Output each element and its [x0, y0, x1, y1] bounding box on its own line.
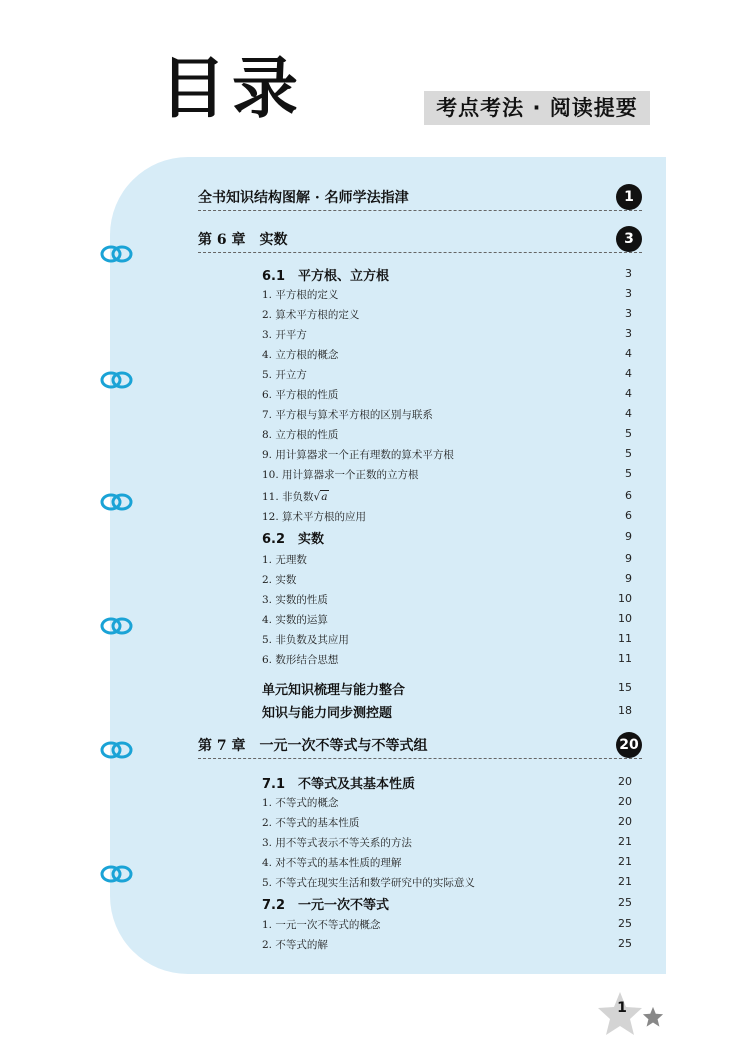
entry-label: 1. 不等式的概念	[262, 797, 339, 809]
entry-label: 6.1 平方根、立方根	[262, 269, 390, 284]
section-page-badge: 20	[616, 732, 642, 758]
entry-page: 3	[625, 287, 632, 300]
entry-title	[262, 552, 307, 567]
toc-entry[interactable]	[262, 465, 632, 485]
entry-label: 5. 开立方	[262, 369, 307, 381]
entry-label: 2. 不等式的解	[262, 939, 328, 951]
entry-title	[262, 327, 307, 342]
entry-title	[262, 835, 412, 850]
entry-title	[262, 652, 338, 667]
sqrt-radicand: a	[321, 491, 328, 503]
toc-entry[interactable]	[262, 507, 632, 527]
entry-label: 7.1 不等式及其基本性质	[262, 777, 416, 792]
entry-label: 7. 平方根与算术平方根的区别与联系	[262, 409, 433, 421]
entry-label: 3. 用不等式表示不等关系的方法	[262, 837, 412, 849]
entry-label: 12. 算术平方根的应用	[262, 511, 367, 523]
entry-page: 6	[625, 509, 632, 522]
entry-title	[262, 894, 389, 913]
entry-label: 1. 无理数	[262, 554, 307, 566]
entry-label: 4. 实数的运算	[262, 614, 328, 626]
entry-label: 1. 一元一次不等式的概念	[262, 919, 381, 931]
toc-heading[interactable]	[262, 894, 632, 914]
toc-entry[interactable]	[262, 915, 632, 935]
section-title: 全书知识结构图解 · 名师学法指津	[198, 190, 409, 206]
toc-entry[interactable]	[262, 853, 632, 873]
entry-label: 6. 平方根的性质	[262, 389, 339, 401]
entry-title	[262, 815, 359, 830]
entry-label: 2. 不等式的基本性质	[262, 817, 360, 829]
toc-entry[interactable]	[262, 305, 632, 325]
entry-page: 3	[625, 327, 632, 340]
page-subtitle: 考点考法 · 阅读提要	[424, 91, 650, 125]
entry-label: 7.2 一元一次不等式	[262, 898, 390, 913]
entry-title	[262, 937, 328, 952]
entry-page: 25	[618, 937, 632, 950]
entry-page: 20	[618, 775, 632, 788]
entry-label: 4. 立方根的概念	[262, 349, 339, 361]
toc-section[interactable]	[198, 186, 642, 211]
entry-title	[262, 427, 338, 442]
entry-title	[262, 572, 296, 587]
entry-page: 4	[625, 367, 632, 380]
toc-heading[interactable]	[262, 528, 632, 548]
entry-page: 6	[625, 489, 632, 502]
entry-title	[262, 592, 328, 607]
entry-page: 11	[618, 652, 632, 665]
entry-label: 11. 非负数	[262, 491, 314, 503]
section-page-badge: 1	[616, 184, 642, 210]
toc-heading[interactable]	[262, 702, 632, 722]
entry-page: 3	[625, 267, 632, 280]
section-title: 第 6 章 实数	[198, 232, 288, 248]
entry-page: 21	[618, 855, 632, 868]
entry-label: 6.2 实数	[262, 532, 325, 547]
toc-heading[interactable]	[262, 773, 632, 793]
entry-label: 1. 平方根的定义	[262, 289, 339, 301]
toc-section[interactable]	[198, 228, 642, 253]
entry-page: 5	[625, 427, 632, 440]
entry-label: 2. 算术平方根的定义	[262, 309, 360, 321]
entry-page: 4	[625, 387, 632, 400]
entry-page: 25	[618, 896, 632, 909]
entry-page: 20	[618, 795, 632, 808]
entry-page: 18	[618, 704, 632, 717]
entry-label: 3. 开平方	[262, 329, 307, 341]
entry-title	[262, 367, 307, 382]
entry-page: 15	[618, 681, 632, 694]
toc-entry[interactable]	[262, 650, 632, 670]
entry-page: 5	[625, 447, 632, 460]
entry-page: 9	[625, 572, 632, 585]
entry-page: 21	[618, 835, 632, 848]
toc-entry[interactable]	[262, 445, 632, 465]
entry-title	[262, 917, 380, 932]
entry-page: 10	[618, 592, 632, 605]
page-title: 目录	[160, 50, 304, 127]
entry-page: 21	[618, 875, 632, 888]
entry-page: 9	[625, 552, 632, 565]
entry-title	[262, 632, 349, 647]
toc-heading[interactable]	[262, 679, 632, 699]
entry-label: 4. 对不等式的基本性质的理解	[262, 857, 402, 869]
entry-label: 5. 不等式在现实生活和数学研究中的实际意义	[262, 877, 475, 889]
toc-entry[interactable]	[262, 590, 632, 610]
toc-entry[interactable]	[262, 935, 632, 955]
small-star-icon	[642, 1006, 664, 1028]
entry-page: 5	[625, 467, 632, 480]
toc-entry[interactable]	[262, 793, 632, 813]
toc-entry[interactable]	[262, 325, 632, 345]
entry-title	[262, 447, 454, 462]
entry-page: 9	[625, 530, 632, 543]
entry-label: 知识与能力同步测控题	[262, 706, 393, 721]
toc-entry[interactable]	[262, 813, 632, 833]
sqrt-symbol: √	[313, 491, 321, 503]
entry-title	[262, 509, 366, 524]
entry-title	[262, 679, 405, 698]
entry-label: 单元知识梳理与能力整合	[262, 683, 406, 698]
entry-label: 2. 实数	[262, 574, 297, 586]
toc-entry[interactable]	[262, 550, 632, 570]
toc-entry[interactable]	[262, 405, 632, 425]
toc-entry[interactable]	[262, 833, 632, 853]
entry-title	[262, 347, 338, 362]
toc-heading[interactable]	[262, 265, 632, 285]
entry-page: 25	[618, 917, 632, 930]
toc-entry[interactable]	[262, 385, 632, 405]
entry-page: 4	[625, 347, 632, 360]
entry-label: 6. 数形结合思想	[262, 654, 339, 666]
toc-section[interactable]	[198, 734, 642, 759]
entry-label: 3. 实数的性质	[262, 594, 328, 606]
entry-label: 8. 立方根的性质	[262, 429, 339, 441]
entry-label: 5. 非负数及其应用	[262, 634, 349, 646]
section-title: 第 7 章 一元一次不等式与不等式组	[198, 738, 428, 754]
entry-title	[262, 773, 415, 792]
entry-label: 9. 用计算器求一个正有理数的算术平方根	[262, 449, 454, 461]
entry-title	[262, 467, 419, 482]
entry-title	[262, 307, 359, 322]
page-number: 1	[617, 1000, 627, 1016]
entry-title	[262, 702, 392, 721]
entry-page: 20	[618, 815, 632, 828]
toc-entry[interactable]	[262, 570, 632, 590]
entry-title	[262, 875, 475, 890]
toc-entry[interactable]	[262, 873, 632, 893]
entry-title	[262, 407, 433, 422]
toc-entry[interactable]	[262, 610, 632, 630]
section-page-badge: 3	[616, 226, 642, 252]
entry-title	[262, 265, 389, 284]
entry-title	[262, 528, 324, 547]
entry-page: 11	[618, 632, 632, 645]
entry-page: 4	[625, 407, 632, 420]
toc-entry[interactable]	[262, 345, 632, 365]
entry-page: 10	[618, 612, 632, 625]
toc-entry[interactable]	[262, 630, 632, 650]
entry-title	[262, 489, 329, 504]
toc-entry[interactable]	[262, 285, 632, 305]
entry-title	[262, 855, 401, 870]
entry-title	[262, 387, 338, 402]
entry-label: 10. 用计算器求一个正数的立方根	[262, 469, 419, 481]
entry-title	[262, 612, 328, 627]
entry-title	[262, 795, 338, 810]
entry-title	[262, 287, 338, 302]
toc-entry[interactable]	[262, 365, 632, 385]
toc-entry[interactable]	[262, 425, 632, 445]
entry-page: 3	[625, 307, 632, 320]
toc-entry[interactable]	[262, 487, 632, 507]
